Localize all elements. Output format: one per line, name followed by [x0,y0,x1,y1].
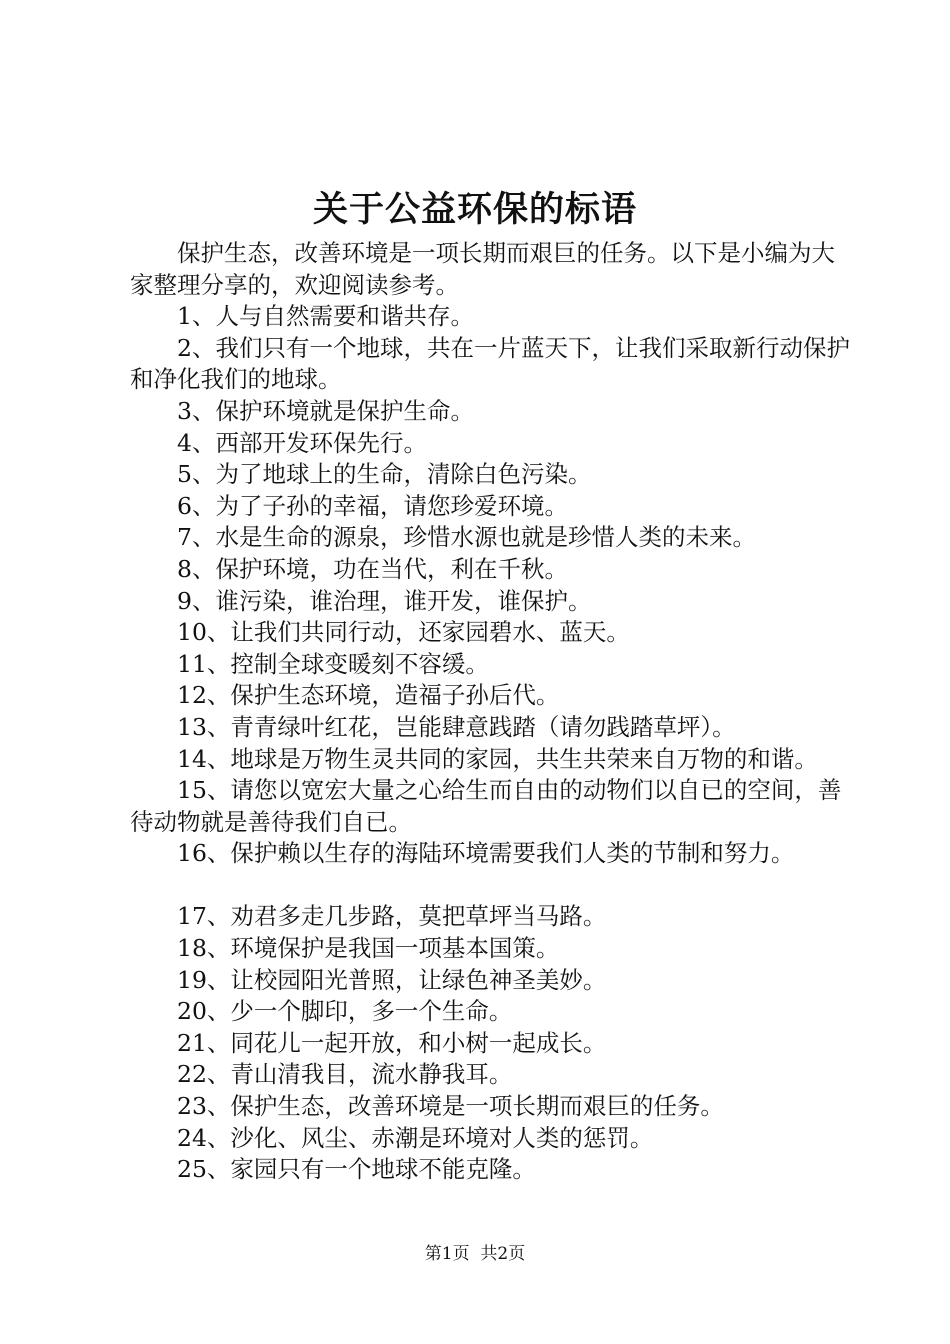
slogan-item-22: 22、青山清我目，流水静我耳。 [177,1060,513,1089]
slogan-item-18: 18、环境保护是我国一项基本国策。 [177,934,560,963]
slogan-item-9: 9、谁污染，谁治理，谁开发，谁保护。 [177,586,592,615]
slogan-item-11: 11、控制全球变暖刻不容缓。 [177,649,489,678]
slogan-item-12: 12、保护生态环境，造福子孙后代。 [177,681,560,710]
document-body [130,238,850,1186]
slogan-item-7: 7、水是生命的源泉，珍惜水源也就是珍惜人类的未来。 [177,523,756,552]
page-number-current: 第1页 [424,1244,470,1264]
slogan-item-1: 1、人与自然需要和谐共存。 [177,302,474,331]
slogan-item-16: 16、保护赖以生存的海陆环境需要我们人类的节制和努力。 [177,839,795,868]
page-title: 关于公益环保的标语 [312,189,637,230]
slogan-item-21: 21、同花儿一起开放，和小树一起成长。 [177,1028,607,1057]
slogan-item-19: 19、让校园阳光普照，让绿色神圣美妙。 [177,965,607,994]
slogan-item-13: 13、青青绿叶红花，岂能肆意践踏（请勿践踏草坪）。 [177,712,736,741]
slogan-item-2: 2、我们只有一个地球，共在一片蓝天下，让我们采取新行动保护和净化我们的地球。 [130,333,850,394]
page-footer [0,1243,950,1265]
slogan-item-10: 10、让我们共同行动，还家园碧水、蓝天。 [177,618,630,647]
slogan-item-8: 8、保护环境，功在当代，利在千秋。 [177,554,568,583]
slogan-item-20: 20、少一个脚印，多一个生命。 [177,997,513,1026]
slogan-item-25: 25、家园只有一个地球不能克隆。 [177,1155,536,1184]
slogan-item-5: 5、为了地球上的生命，清除白色污染。 [177,460,592,489]
page-number-total: 共2页 [480,1244,526,1264]
slogan-item-6: 6、为了子孙的幸福，请您珍爱环境。 [177,491,568,520]
slogan-item-15: 15、请您以宽宏大量之心给生而自由的动物们以自已的空间，善待动物就是善待我们自已。 [130,776,842,836]
slogan-item-17: 17、劝君多走几步路，莫把草坪当马路。 [177,902,607,931]
slogan-item-14: 14、地球是万物生灵共同的家园，共生共荣来自万物的和谐。 [177,744,818,773]
slogan-item-3: 3、保护环境就是保护生命。 [177,396,474,425]
slogan-item-4: 4、西部开发环保先行。 [177,428,427,457]
blank-line [130,870,850,902]
intro-paragraph: 保护生态，改善环境是一项长期而艰巨的任务。以下是小编为大家整理分享的，欢迎阅读参考。 [130,239,835,299]
slogan-item-23: 23、保护生态，改善环境是一项长期而艰巨的任务。 [177,1092,724,1121]
slogan-item-24: 24、沙化、风尘、赤潮是环境对人类的惩罚。 [177,1123,654,1152]
